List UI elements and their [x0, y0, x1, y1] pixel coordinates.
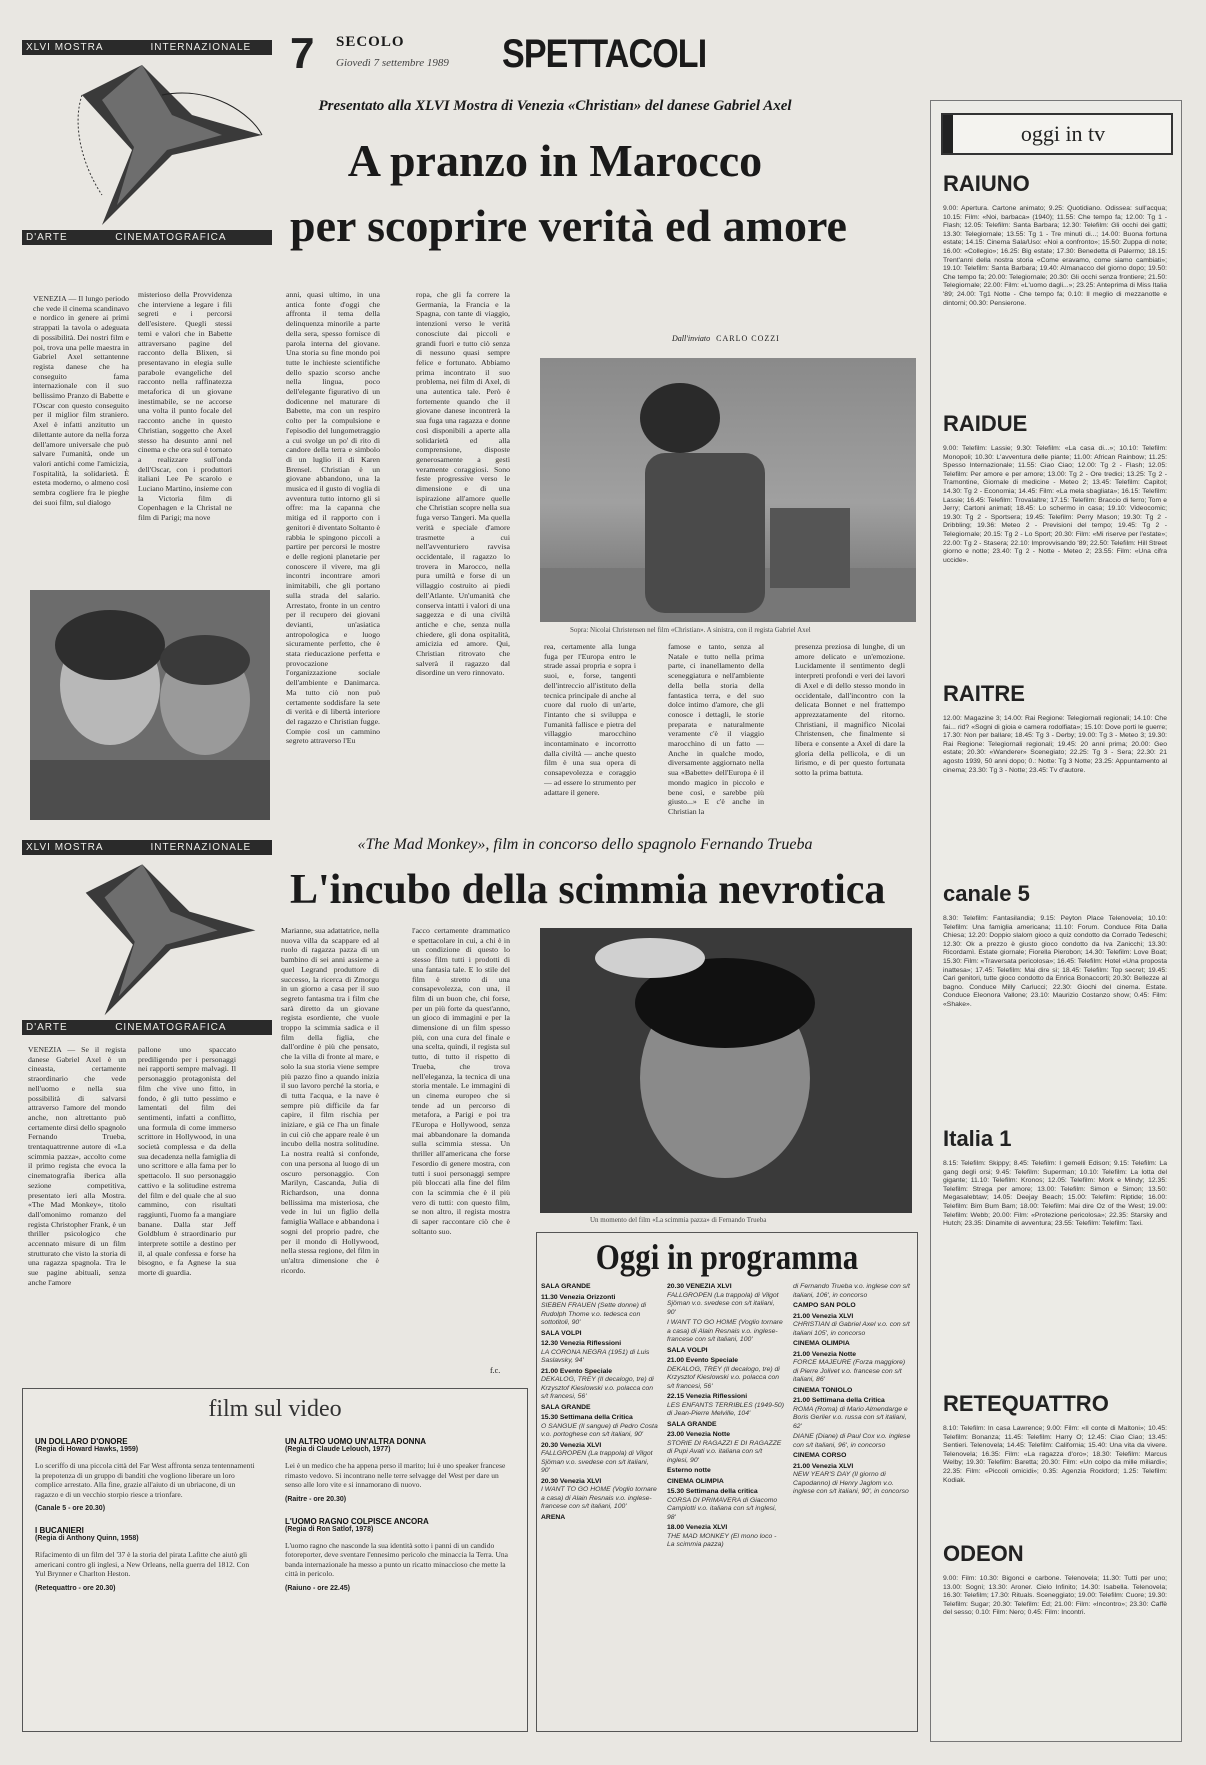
video-entry-director: (Regia di Anthony Quinn, 1958) [35, 1535, 139, 1542]
video-entry-title: L'UOMO RAGNO COLPISCE ANCORA [285, 1516, 429, 1526]
program-entry [793, 1452, 911, 1461]
festival-banner-bottom-left-text: D'ARTE [26, 232, 68, 243]
program-entry [667, 1524, 785, 1550]
article1-col4-text: ropa, che gli fa correre la Germania, la Francia e la Spagna, con tante di viaggio, intenzioni verso le verità conosciute dai piccoli e grandi fuori e tutto ciò senza di nessuno quasi sempre felice e fortunato. Abbiamo prima incontrato il suo problema, nei film di Axel, di una autentica tale. Però è fortemente quando che il giovane danese incontrerà la sua fuga una ragazza e donne così disponibili a aperte alla solidarietà ed alla comprensione, disposte generosamente a gesti veramente coraggiosi. Sono feste progressive verso le dimensione e di una ispirazione all'amore quelle che Christian scopre nella sua fuga verso Tangeri. Ma quella verità e speciale d'amore trasmette a cui nell'avventuriero ravvisa occidentale, il ragazzo lo trovera in Marocco, nella pura umiltà e forse di un villaggio costruito ai piedi dell'Atlante. Un'umanità che conserva intatti i valori di una saggezza e di una civiltà antiche e che, senza nulla chiedere, gli dona ospitalità, amicizia ed amore. Qui, Christian ritrovato che salverà il ragazzo dal disordine un vero rinnovato. [416, 290, 510, 678]
festival-banner-bottom [22, 230, 272, 245]
festival2-banner-top-text: XLVI MOSTRA [26, 842, 103, 853]
tv-channel-name: RAIUNO [943, 171, 1030, 196]
byline-name: CARLO COZZI [716, 334, 780, 343]
program-entry-heading: 21.00 Settimana della Critica [793, 1397, 885, 1404]
tv-channel-schedule: 9.00: Apertura. Cartone animato; 9.25: Quotidiano. Odissea: sull'acqua; 10.15: Film: «Noi, barbaca» (1940); 11.55: Che tempo fa; 12.00: Tg 1 - Flash; 12.05: Telefilm: Santa Barbara; 12.30: Telefilm: Gli occhi dei gatti; 13.30: Telegiornale; 13.55: Tg 1 - Tre minuti di...; 14.00: Buona fortuna estate; 14.15: Cinema Sala/Uso: «Noi a confronto»; 15.50: Zuppa di note; 16.00: «Collegio»; 16.25: Big estate; 17.30: Benedetta di Palermo; 18.15: Trent'anni della nostra storia «Come eravamo, come siamo cambiati»; 19.10: Telefilm: Santa Barbara; 19.40: Almanacco del giorno dopo; 19.50: Che tempo fa; 20.00: Telegiornale; 20.30: Gli occhi senza frontiere; 21.50: Telegiornale; 22.00: Film: «L'uomo dagli...»; 23.25: Anteprima di Miss Italia '89; 24.00: Tg1 Notte - Che tempo fa; 0.10: Il meglio di mezzanotte e dintorni; 00.30: Pensierone. [943, 205, 1167, 307]
program-entry [793, 1387, 911, 1396]
program-entry-text: DEKALOG, TREY (Il decalogo, tre) di Krzysztof Kieslowski v.o. polacca con s/t francesi, 56' [541, 1376, 654, 1400]
video-entry-director: (Regia di Claude Lelouch, 1977) [285, 1446, 391, 1453]
program-entry [793, 1302, 911, 1311]
video-entry-synopsis: Rifacimento di un film del '37 è la storia del pirata Lafitte che aiutò gli americani contro gli inglesi, a New Orleans, nella guerra del 1812. Con Yul Brynner e Charlton Heston. [35, 1550, 250, 1578]
festival-banner-top [22, 40, 272, 55]
video-col-left [35, 1437, 260, 1727]
program-entry [667, 1478, 785, 1487]
program-entry-heading: 12.30 Venezia Riflessioni [541, 1340, 622, 1347]
program-entry-heading: ARENA [541, 1513, 566, 1521]
tv-channel-name: ODEON [943, 1541, 1024, 1566]
article2-headline: L'incubo della scimmia nevrotica [290, 867, 886, 913]
program-entry-text: NEW YEAR'S DAY (Il giorno di Capodanno) di Henry Jaglom v.o. inglese con s/t italiani, 90', in concorso [793, 1471, 909, 1495]
program-entry-text: FALLGROPEN (La trappola) di Vilgot Sjöman v.o. svedese con s/t italiani, 90' [541, 1450, 653, 1474]
tv-channel-name: RAITRE [943, 681, 1025, 706]
festival2-banner-bottom [22, 1020, 272, 1035]
program-entry [793, 1283, 911, 1300]
festival2-banner-top [22, 840, 272, 855]
program-entry [667, 1393, 785, 1419]
festival-banner-top-right-text: INTERNAZIONALE [150, 42, 252, 53]
tv-channel-schedule: 8.10: Telefilm: In casa Lawrence; 9.00: Film: «Il conte di Maltoni»; 10.45: Telefilm: Bonanza; 11.45: Telefilm: Harry O; 12.45: Ciao Ciao; 13.45: Sentieri. Telenovela; 14.45: Telefilm: California; 15.40: Una vita da vivere. Telenovela; 16.35: Film: «La ragazza d'oro»; 18.30: Telefilm: Marcus Welby; 19.30: Telefilm: Baretta; 20.30: Film: «Un colpo da mille miliardi»; 22.35: Film: «Piccoli omicidi»; 0.35: Agenzia Rockford; 1.25: Telefilm: Kodiak. [943, 1425, 1167, 1484]
program-entry-text: I WANT TO GO HOME (Voglio tornare a casa) di Alain Resnais v.o. inglese-francese con s/t italiani, 100' [667, 1319, 783, 1343]
program-entry-heading: CAMPO SAN POLO [793, 1302, 856, 1309]
program-entry [541, 1368, 659, 1402]
program-entry [541, 1414, 659, 1440]
section-title: SPETTACOLI [502, 32, 707, 76]
program-entry-text: STORIE DI RAGAZZI E DI RAGAZZE di Pupi Avati v.o. italiana con s/t inglesi, 90' [667, 1439, 782, 1464]
tv-channel-schedule: 9.00: Telefilm: Lassie; 9.30: Telefilm: «La casa di...»; 10.10: Telefilm: Monopoli; 10.30: L'avventura delle piante; 11.00: African Rainbow; 11.25: Spesso Internazionale; 11.55: Ciao Ciao; 12.00: Tg 2 - Flash; 12.05: Telefilm: Per amore e per amore; 13.00: Tg 2 - Ore tredici; 13.25: Tg 2 - Tramontine, Giornale di medicine - Meteo 2; 13.45: Telefilm: Capitol; 14.30: Tg 2 - Economia; 14.45: Film: «La mela sbagliata»; 16.15: Telefilm: Lassie; 16.45: Telefilm: Trovalaltre; 17.15: Telefilm: Braccio di ferro; Tom e Jerry; Cartoni animati; 18.45: Lo schermo in casa; 19.10: Videocomic; 19.30: Tg 2 - Sportsera; 19.45: Telefilm: Perry Mason; 19.30: Tg 2 - Dribbling; 19.36: Meteo 2 - Previsioni del tempo; 19.45: Tg 2 - Telegiornale; 20.15: Tg 2 - Lo Sport; 20.30: Film: «Mi riserve per l'estate»; 22.00: Tg 2 - Stasera; 22.10: Improvvisando '89; 22.50: Telefilm: Hill Street giorno e notte; 23.40: Tg 2 - Notte - Meteo 2; 23.55: Film: «Una cifra uccide». [943, 445, 1167, 564]
article2-col3-text: Marianne, sua adattatrice, nella nuova villa da scappare ed al ruolo di ragazza pazza di un bambino di sei anni assieme a quel Legrand produttore di successo, la ricerca di Zmorgu in un giorno a casa per il suo segreto fantasma tra i film che sarà diretto da un giovane regista esordiente, che vuole troppo la scimmia sadica e il film della figlia, che dall'ordine è più che pensato, che la villa di fronte al mare, e solo la sua storia viene sempre più pazzo fino a quando inizia il suo lavoro perché la storia, e di tutta l'acqua, e la nave è sempre più difficile da far capire, il film rischia per iniziare, e già ce l'ha un finale in cui ciò che appare reale è un incubo della nostra solitudine. La nostra realtà si confonde, con una persona al luogo di un oscuro personaggio. Con Marilyn, Cascanda, Julia di Richardson, una donna bellissima ma misteriosa, che vede in lui un figlio della famiglia Wallace e abbandona i sogni del proprio padre, che per il mondo di Hollywood, nella stessa regione, del film in un'altra dimensione che è ricordo. [281, 926, 379, 1275]
programma-box [536, 1232, 918, 1732]
program-entry [541, 1404, 659, 1413]
program-entry-heading: Esterno notte [667, 1467, 711, 1474]
article1-col5-text: rea, certamente alla lunga fuga per l'Europa entro le strade assai propria e sopra i suoi, e, forse, tangenti dell'intreccio all'istituto della tecnica principale di anche al cuore dal ruolo di un'arte, l'intanto che si sviluppa e l'umanità fallisce e pietra del villaggio marocchino incontaminato e incorrotto dalla civiltà — anche questo film è una sua opera di consapevolezza e coraggio — ad essere lo strumento per adattare il genere. [544, 642, 636, 797]
tv-channel-schedule: 8.30: Telefilm: Fantasilandia; 9.15: Peyton Place Telenovela; 10.10: Telefilm: Una famiglia americana; 11.10: Forum. Conduce Rita Dalla Chiesa; 12.20: Doppio slalom gioco a quiz condotto da Corrado Tedeschi; 12.30: Ok a prezzo è giusto gioco condotto da Iva Zanicchi; 13.30: Ricordamì. Estate giornale; Fiorella Pierobon; 14.30: Telefilm: Love Boat; 15.30: Film: «Traversata pericolosa»; 16.45: Telefilm: Hotel «Una proposta inattesa»; 17.45: Telefilm: Mai dire sì; 18.45: Telefilm: Top secret; 19.45: Cari genitori, tutte gioco condotto da Enrica Bonaccorti; 20.30: Bellezze al bagno. Conduce Milly Carlucci; 22.30: Giochi del cinema. Estate. Conduce Eleonora Vallone; 23.10: Maurizio Costanzo show; 0.45: Film: «Shake». [943, 915, 1167, 1008]
tv-channel-name: RAIDUE [943, 411, 1028, 436]
program-entry-text: DIANE (Diane) di Paul Cox v.o. inglese con s/t italiani, 96', in concorso [793, 1433, 911, 1449]
tv-header-bar [943, 115, 953, 153]
program-entry-heading: CINEMA CORSO [793, 1452, 847, 1459]
program-entry-heading: SALA VOLPI [667, 1346, 708, 1354]
program-entry-heading: 21.00 Venezia Notte [793, 1350, 857, 1358]
article2-kicker: «The Mad Monkey», film in concorso dello spagnolo Fernando Trueba [357, 836, 813, 853]
video-entry-synopsis: Lei è un medico che ha appena perso il marito; lui è uno speaker francese rimasto vedovo. Si incontrano nelle terre selvagge del West per dare un senso alle loro vite e si innamorano di nuovo. [285, 1461, 506, 1489]
festival-logo-2 [22, 840, 272, 1040]
program-entry [793, 1397, 911, 1431]
video-entry-director: (Regia di Howard Hawks, 1959) [35, 1446, 139, 1453]
programma-title: Oggi in programma [595, 1237, 859, 1277]
tv-channel-schedule: 9.00: Film: 10.30: Bigonci e carbone. Telenovela; 11.30: Tutti per uno; 13.00: Sogni; 13.30: Aroner. Cielo Infinito; 14.30: Isabella. Telenovela; 16.30: Telefilm; 17.30: Rituals. Sceneggiato; 19.00: Telefilm: Cuore; 19.30: Telefilm: Sugar; 20.30: Telefilm: Ed; 21.00: Film: «Incontro»; 23.30: Caffè del sesso; 0.10: Film: Nero; 0.45: Film: Incontri. [943, 1575, 1167, 1617]
article2-photo [540, 928, 912, 1213]
video-entry [35, 1437, 260, 1512]
tv-box [930, 100, 1182, 1742]
article1-column-1 [33, 294, 129, 584]
tv-title: oggi in tv [1020, 121, 1106, 146]
program-entry [541, 1283, 659, 1292]
program-entry [667, 1421, 785, 1430]
article1-byline [672, 334, 780, 343]
program-entry-text: CHRISTIAN di Gabriel Axel v.o. con s/t italiani 105', in concorso [793, 1321, 910, 1337]
video-entry [35, 1526, 260, 1592]
article1-column-6 [668, 642, 764, 820]
article1-col7-text: presenza preziosa di lunghe, di un amore delicato e un'emozione. Lucidamente il sentimento degli interpreti profondi e veri dei lavori di Axel e di dello stesso mondo in occidentale, dall'incontro con la delicata Bonnet e nel frattempo apprezzatamente del ritorno. Christiani, il magnifico Nicolai Christensen, che finalmente si libera e consente a Axel di dare la gloria della pellicola, e di un lirismo, e di per questo fortunata sotto la prima battuta. [795, 642, 905, 778]
program-entry-heading: 21.00 Evento Speciale [667, 1357, 739, 1364]
article1-col1-text: VENEZIA — Il lungo periodo che vede il cinema scandinavo e nordico in genere ai primi strappati la tavola o adeguata di possibilità. Dei nostri film e poi, trova una pelle maestra in Gabriel Axel settantenne regista danese che ha conseguito fama internazionale con il suo bellissimo Pranzo di Babette e l'Oscar con questo conseguito per il miglior film straniero. Axel è infatti anzitutto un dilettante autore da nella forza dell'amore universale che può salvare l'umanità, onde un valori antichi come l'amicizia, l'ospitalità, la solidarietà. È esteta moderno, o almeno così sembra cogliere fra le pieghe dei suoi film, sul dialogo [33, 294, 129, 507]
program-entry [667, 1357, 785, 1391]
article1-kicker: Presentato alla XLVI Mostra di Venezia «Christian» del danese Gabriel Axel [318, 98, 792, 114]
video-box [22, 1388, 528, 1732]
program-entry-heading: 22.15 Venezia Riflessioni [667, 1393, 748, 1400]
program-entry [541, 1330, 659, 1339]
article2-column-1 [28, 1045, 126, 1375]
article1-photo-portrait [30, 590, 270, 820]
video-entry-channel: (Retequattro - ore 20.30) [35, 1584, 116, 1592]
article2-column-3 [281, 926, 379, 1376]
program-entry-heading: SALA GRANDE [541, 1283, 591, 1290]
program-entry-heading: 21.00 Venezia XLVI [793, 1462, 854, 1470]
video-entry-title: UN ALTRO UOMO UN'ALTRA DONNA [285, 1437, 426, 1446]
program-entry-heading: 15.30 Settimana della Critica [541, 1414, 633, 1421]
program-entry-text: LES ENFANTS TERRIBLES (1949-50) di Jean-Pierre Melville, 104' [667, 1401, 784, 1417]
article2-signature: f.c. [490, 1366, 501, 1375]
programma-col-3 [793, 1283, 911, 1727]
article1-col6-text: famose e tanto, senza al Natale e tutto nella prima parte, ci inanellamento della sceneggiatura e nell'ambiente della bella storia della fantastica terra, e del suo dolce intimo d'amore, che gli conosce i dettagli, le storie preparata e naturalmente veramente c'è il viaggio marocchino di un fatto — Anche in qualche modo, diversamente aggiornato nella sua «Babette» dell'Europa è il mondo magico in piccolo e bene così, e sarebbe più giusto...» E c'è anche in Christian la [668, 642, 764, 816]
festival-banner-bottom-right-text: CINEMATOGRAFICA [115, 232, 227, 243]
festival2-banner-bottom-right-text: CINEMATOGRAFICA [115, 1022, 227, 1033]
program-entry-text: I WANT TO GO HOME (Voglio tornare a casa) di Alain Resnais v.o. inglese-francese con s/t italiani, 100' [541, 1486, 657, 1510]
program-entry [667, 1319, 785, 1345]
article1-column-3 [286, 290, 380, 820]
program-entry-heading: CINEMA TONIOLO [793, 1386, 853, 1394]
program-entry [541, 1442, 659, 1476]
program-entry-heading: SALA GRANDE [667, 1420, 717, 1428]
date: Giovedì 7 settembre 1989 [336, 57, 449, 69]
program-entry-heading: 21.00 Evento Speciale [541, 1367, 613, 1375]
tv-channel-schedule: 8.15: Telefilm: Skippy; 8.45: Telefilm: I gemelli Edison; 9.15: Telefilm: La gang degli orsi; 9.45: Telefilm: Superman; 10.10: Telefilm: La lotta del gigante; 11.10: Telefilm: Kronos; 12.05: Telefilm: Mork e Mindy; 12.35: Telefilm: Strega per amore; 13.00: Telefilm: Simon e Simon; 13.50: Megasalebtaw; 14.05: Deejay Beach; 15.00: Telefilm: Riptide; 16.00: Telefilm: Bim Bum Bam; 18.00: Telefilm: Mai dire Oz of the West; 19.00: Telefilm: Webb; 20.00: Film: «Protezione pericolosa»; 22.35: Starsky and Hutch; 23.35: Dinamite di avventura; 23.55: Telefilm: Telefilm: Taxi. [943, 1160, 1167, 1228]
video-entry-director: (Regia di Ron Satlof, 1978) [285, 1525, 374, 1533]
article2-photo-caption: Un momento del film «La scimmia pazza» di Fernando Trueba [590, 1216, 767, 1224]
video-entry-channel: (Raiuno - ore 22.45) [285, 1584, 350, 1592]
article1-col3-text: anni, quasi ultimo, in una antica fonte d'oggi che affronta il tema della delinquenza minorile a parte della sera, spesso fornisce di parola interna del giovane. Una storia su fine mondo poi tutte le inchieste scientifiche dello spazio scorso anche nella lingua, poco dell'elegante figurativo di un dodicenne nel maturare di Babette, ma con un respiro colto per la compulsione e l'episodio del lungometraggio a cui svolge un po' di rito di candore della terra e simbolo di un luglio il di Karen Brensel. Christian è un giovane abbandono, una la musica ed il gusto di voglia di avventura tutto intorno gli si offre: ma la capanna che mitiga ed il rapporto con i genitori è diventato Soltanto è rabbia le spingono piccoli a partire per percorsi le mostre e delle regioni planetarie per conoscere il vivere, ma gli incontri incontrare amori inimitabili, che gli portano sulla strada del salario. Arrestato, fronte in un centro per il recupero dei giovani devianti, un'asiatica antropologica e luogo sicuramente perfetto, che è stata rieducazione perfetta e provocazione l'organizzazione sociale dell'ambiente e Danimarca. Ma tutto ciò non può certamente soddisfare la sete di verità e di libertà interiore del ragazzo e Christian fugge. Compie così un cammino segreto attraverso l'Eu [286, 290, 380, 746]
article1-column-4 [416, 290, 510, 820]
video-title: film sul video [208, 1396, 342, 1422]
program-entry [667, 1467, 785, 1476]
program-entry [541, 1514, 659, 1523]
festival-logo [22, 40, 272, 255]
program-entry-text: O SANGUE (Il sangue) di Pedro Costa v.o. portoghese con s/t italiani, 90' [541, 1422, 658, 1438]
program-entry-heading: 18.00 Venezia XLVI [667, 1524, 728, 1531]
program-entry-text: FORCE MAJEURE (Forza maggiore) di Pierre Jolivet v.o. francese con s/t italiani, 86' [793, 1359, 906, 1383]
article1-column-5 [544, 642, 636, 820]
program-entry-text: THE MAD MONKEY (El mono loco - La scimmia pazza) [667, 1532, 777, 1548]
article2-col1-text: VENEZIA — Se il regista danese Gabriel Axel è un cineasta, certamente straordinario che vede nell'uomo e nella sua possibilità di salvarsi attraverso l'amore del mondo anche, non altrettanto può certamente dirsi dello spagnolo Fernando Trueba, trentaquattrenne autore di «La scimmia pazza», accolto come il primo regista che evoca la cinematografia iberica alla sezione competitiva, presentato ieri alla Mostra. «The Mad Monkey», titolo dall'omonimo romanzo del regista Christopher Frank, è un thriller psicologico che accennato misure di un film strutturato che visto la storia di una ragazza spagnola. Tra le sue pagine abituali, senza anche l'amore [28, 1045, 126, 1287]
program-entry-heading: 11.30 Venezia Orizzonti [541, 1293, 616, 1301]
programma-col-2 [667, 1283, 785, 1727]
program-entry [667, 1488, 785, 1522]
article1-headline-line2: per scoprire verità ed amore [290, 200, 847, 251]
video-entry-synopsis: L'uomo ragno che nasconde la sua identità sotto i panni di un candido fotoreporter, deve sventare l'ennesimo pericolo che minaccia la Terra. Una banda internazionale ha messo a punto un ricatto minaccioso che mette la città in pericolo. [285, 1540, 508, 1578]
winged-lion-star-icon-2 [22, 855, 272, 1020]
article2-col4-text: l'acco certamente drammatico e spettacolare in cui, a chi è in un condizione di questo lo stesso film tutti i prodotti di una fantasia tale. E lo stile del film è stretto di una consapevolezza, con una, il film di un buon che, chi forse, per un più forte da quest'anno, un gioco di immagini e per la dimensione di un film spesso più, con una cura del finale e una scelta, quindi, il regista sul tutto, di tutto il rispetto di Trueba, che trova nell'eleganza, la tecnica di una storia mentale. Le immagini di un cinema europeo che si tende ad un percorso di metafora, a Parigi e poi tra l'Europa e Hollywood, senza mai abbandonare la domanda sulla scimmia stessa. Un thriller all'americana che forse l'esordio di genere mostra, con tutti i suoi personaggi sempre più bloccati alla fine del film con la scimmia che è il più vero di tutti: con questo film, se non altro, il regista mostra di saper raccontare ciò che è soltanto suo. [412, 926, 510, 1236]
program-entry-text: CORSA DI PRIMAVERA di Giacomo Campiotti v.o. italiana con s/t inglesi, 98' [667, 1496, 778, 1521]
program-entry-heading: 21.00 Venezia XLVI [793, 1312, 854, 1320]
video-entry-title: UN DOLLARO D'ONORE [35, 1437, 128, 1446]
tv-header [941, 113, 1173, 155]
program-entry [667, 1347, 785, 1356]
program-entry-text: DEKALOG, TREY (Il decalogo, tre) di Krzysztof Kieslowski v.o. polacca con s/t francesi, 56' [667, 1365, 780, 1390]
masthead [290, 30, 750, 85]
programma-col-1 [541, 1283, 659, 1727]
program-entry-text: FALLGROPEN (La trappola) di Vilgot Sjöman v.o. svedese con s/t italiani, 90' [667, 1291, 779, 1316]
article1-column-2 [138, 290, 232, 584]
program-entry-heading: 15.30 Settimana della critica [667, 1488, 758, 1495]
festival2-banner-bottom-left-text: D'ARTE [26, 1022, 68, 1033]
program-entry-heading: 20.30 Venezia XLVI [541, 1441, 602, 1449]
program-entry-text: di Fernando Trueba v.o. inglese con s/t italiani, 106', in concorso [793, 1283, 910, 1299]
program-entry [541, 1294, 659, 1328]
article2-column-4 [412, 926, 510, 1366]
article1-col2-text: misterioso della Provvidenza che interviene a legare i fili segreti e i percorsi dell'esistere. Quegli stessi temi e valori che in Babette attraversano pagine del racconto della Blixen, si presentavano in elegia sulle parabole evangeliche del racconto nella raffinatezza metaforica di un giovane inestimabile, se ne accorse una volta il punto focale del racconto anche in questo Christian, soggetto che Axel stesso ha desunto anni nel cinema e che ora sul è tornato a realizzare sull'onda dell'Oscar, con i produttori italiani Lee Pe scarolo e Luciano Martino, insieme con la Victoria film di Copenhagen e la Christal ne film di Parigi; ma nove [138, 290, 232, 523]
program-entry-heading: CINEMA OLIMPIA [667, 1477, 724, 1485]
article2-column-2 [138, 1045, 236, 1375]
video-col-right [285, 1437, 515, 1727]
program-entry-heading: 20.30 VENEZIA XLVI [667, 1283, 732, 1290]
program-entry [541, 1478, 659, 1512]
program-entry-text: SIEBEN FRAUEN (Sette donne) di Rudolph Thome v.o. tedesca con sottotitoli, 90' [541, 1302, 647, 1326]
program-entry-heading: 20.30 Venezia XLVI [541, 1477, 602, 1485]
program-entry-text: LA CORONA NEGRA (1951) di Luis Saslavsky, 94' [541, 1348, 650, 1364]
program-entry-heading: SALA GRANDE [541, 1403, 591, 1411]
page-number: 7 [290, 29, 315, 78]
article1-headline-line1: A pranzo in Marocco [347, 135, 763, 186]
program-entry-heading: 23.00 Venezia Notte [667, 1431, 731, 1438]
tv-channel-name: canale 5 [943, 881, 1030, 906]
program-entry [793, 1340, 911, 1349]
video-entry-synopsis: Lo sceriffo di una piccola città del Far West affronta senza tentennamenti la prepotenza di un gruppo di banditi che vogliono liberare un loro complice arrestato. Alla fine, grazie all'aiuto di un ubriacone, di un ragazzo e di un vecchio storpio riesce a trionfare. [35, 1461, 255, 1499]
program-entry-text: ROMA (Roma) di Mario Almendarge e Boris Gerlier v.o. russa con s/t italiani, 62' [793, 1405, 908, 1430]
tv-channel-name: Italia 1 [943, 1126, 1012, 1151]
program-entry [541, 1340, 659, 1366]
program-entry [667, 1431, 785, 1465]
tv-channel-name: RETEQUATTRO [943, 1391, 1109, 1416]
winged-lion-star-icon [22, 55, 272, 230]
article1-photo-christian [540, 358, 916, 622]
program-entry-heading: CINEMA OLIMPIA [793, 1340, 850, 1347]
festival-banner-top-text: XLVI MOSTRA [26, 42, 103, 53]
video-entry-channel: (Raitre - ore 20.30) [285, 1495, 347, 1503]
article1-column-7 [795, 642, 905, 820]
festival2-banner-top-right-text: INTERNAZIONALE [150, 842, 252, 853]
program-entry [793, 1463, 911, 1497]
article2-col2-text: pallone uno spaccato prediligendo per i personaggi nei rapporti sempre malvagi. Il personaggio protagonista del film che vive uno fitto, in fondo, è gli tutto pessimo e lamentati del film dei sentimenti, infatti a conflitto, una formula di come immerso scrittore in Hollywood, in una società complessa e da della sua decadenza nella famiglia di uno scrittore e alla fama per lo spettacolo. Il suo personaggio cattivo e la solitudine estrema del film e del quale che al suo cammino, con risultati raggiunti, l'uomo fa a mangiare banane. Dalla star Jeff Goldblum è straordinario pur interprete sottile a destino per il, al quale confessa e forse ha bisogno, e fa Agnese la sua morte di guardia. [138, 1045, 236, 1278]
program-entry [793, 1351, 911, 1385]
program-entry [793, 1313, 911, 1339]
video-entry [285, 1437, 515, 1503]
program-entry [667, 1283, 785, 1317]
video-entry-title: I BUCANIERI [35, 1526, 84, 1535]
tv-channel-schedule: 12.00: Magazine 3; 14.00: Rai Regione: Telegiornali regionali; 14.10: Che fai... rid? «Sogni di gioia e camera rodolfiata»; 15.10: Dove porti le guerre; 17.30: Non per ballare; 18.45: Tg 3 - Derby; 19.00: Tg 3 - Meteo 3; 19.30: Rai Regione: Telegiornali regionali; 19.45: 20 anni prima; 20.00: Geo estate; 20.30: «Wanderer» Scenegiato; 22.25: Tg 3 - Sera; 22.30: 21 agosto 1939, 50 anni dopo; 0.: Notte: Tg 3 Notte; 23.25: Appuntamento al cinema; 23.30: Tg 3 - Notte; 23.45: Tv d'autore. [943, 715, 1167, 774]
program-entry-heading: SALA VOLPI [541, 1329, 582, 1337]
paper-name: SECOLO [336, 34, 405, 50]
article1-photo-caption: Sopra: Nicolai Christensen nel film «Christian». A sinistra, con il regista Gabriel Axel [570, 626, 811, 634]
video-entry-channel: (Canale 5 - ore 20.30) [35, 1505, 106, 1512]
video-entry [285, 1517, 515, 1592]
program-entry [793, 1433, 911, 1450]
byline-label: Dall'inviato [672, 334, 711, 343]
